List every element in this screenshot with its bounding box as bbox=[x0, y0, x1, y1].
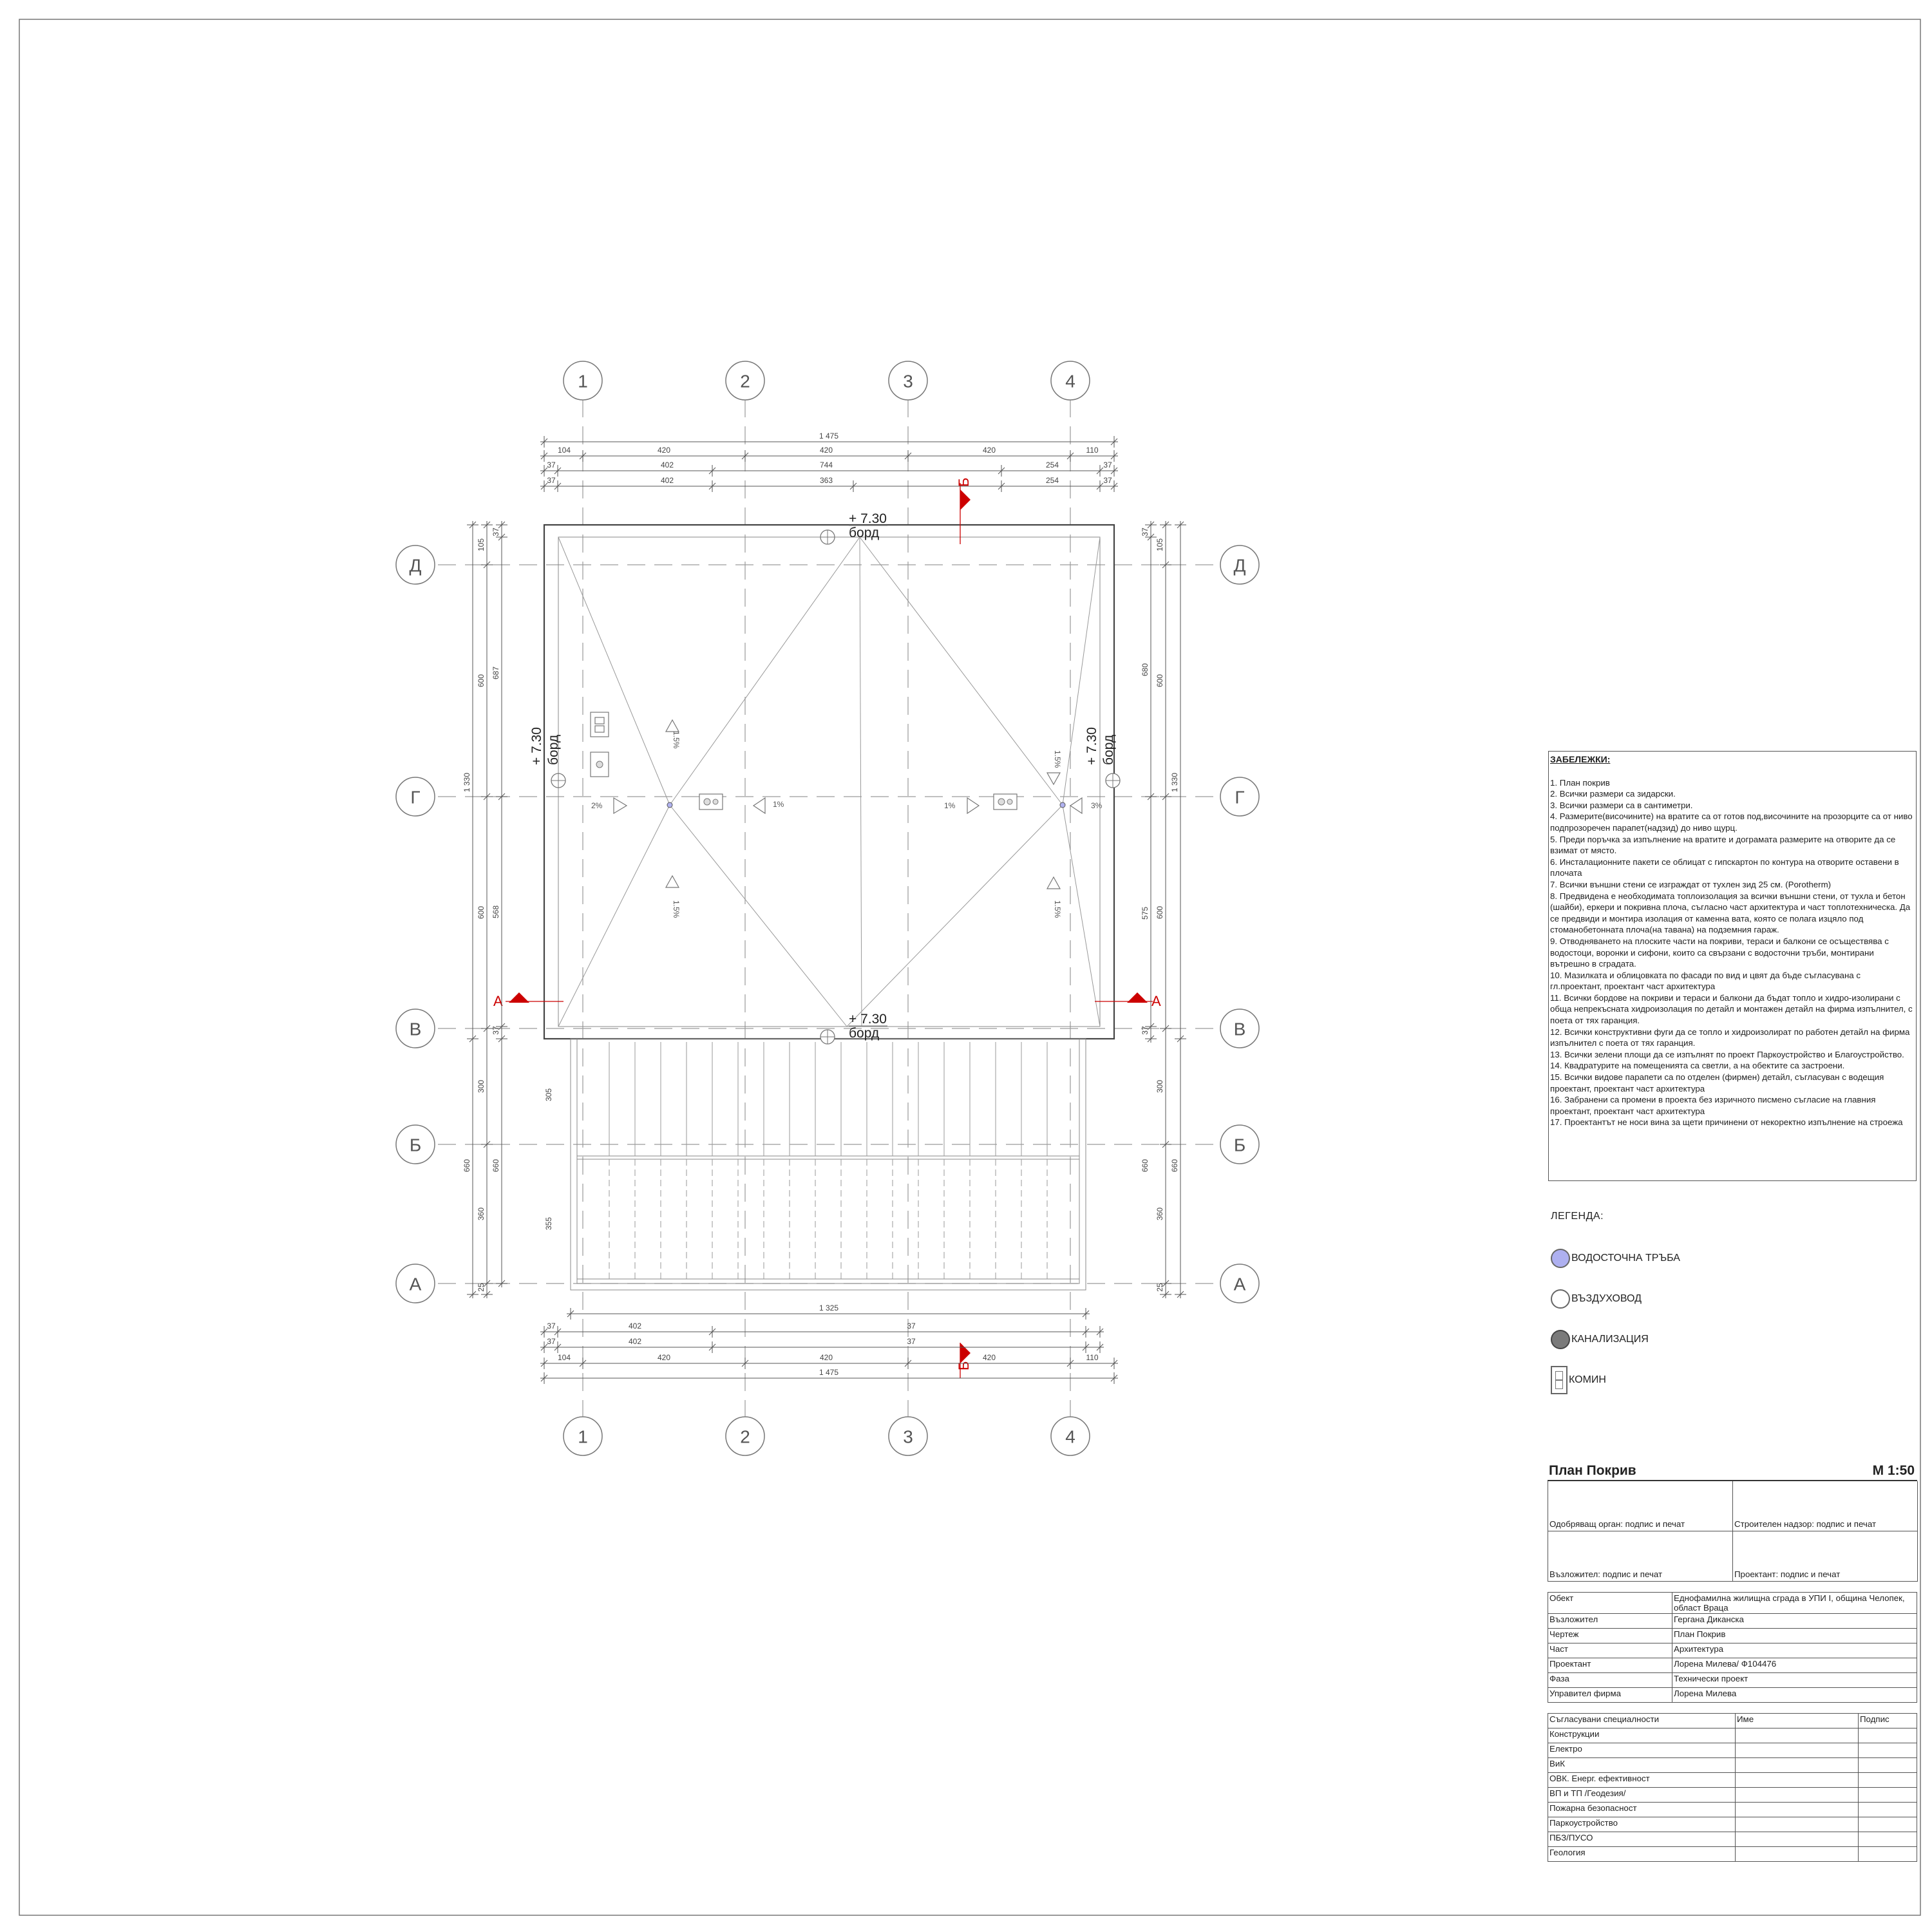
level-label-top: борд bbox=[849, 526, 880, 540]
spec-header-cell: Съгласувани специалности bbox=[1548, 1714, 1736, 1728]
info-value: Гергана Диканска bbox=[1672, 1614, 1917, 1629]
dim-bot2-seg: 37 bbox=[907, 1321, 916, 1331]
dim-right-mid: 360 bbox=[1155, 1207, 1164, 1221]
title-block-header bbox=[1548, 1462, 1917, 1481]
legend-label: КАНАЛИЗАЦИЯ bbox=[1571, 1333, 1649, 1345]
grid-label-3-top: 3 bbox=[903, 371, 913, 392]
table-row bbox=[1548, 1817, 1917, 1832]
specialty-name-cell bbox=[1736, 1728, 1859, 1743]
table-row bbox=[1548, 1743, 1917, 1758]
note-item: 7. Всички външни стени се изграждат от тухлен зид 25 см. (Porotherm) bbox=[1550, 879, 1832, 889]
level-label-bottom: борд bbox=[849, 1026, 880, 1041]
spec-header-cell: Подпис bbox=[1859, 1714, 1917, 1728]
specialty-name: Геология bbox=[1548, 1847, 1736, 1862]
specialties-table bbox=[1548, 1713, 1917, 1862]
legend-item bbox=[1551, 1319, 1808, 1359]
legend-item bbox=[1551, 1278, 1808, 1319]
specialty-name-cell bbox=[1736, 1803, 1859, 1817]
legend-label: ВЪЗДУХОВОД bbox=[1571, 1293, 1642, 1304]
specialty-signature-cell bbox=[1859, 1817, 1917, 1832]
dim-left-mid: 600 bbox=[477, 905, 486, 920]
table-row bbox=[1548, 1847, 1917, 1862]
specialty-signature-cell bbox=[1859, 1728, 1917, 1743]
specialty-name: Конструкции bbox=[1548, 1728, 1736, 1743]
note-item: 8. Предвидена е необходимата топлоизолация за всички външни стени, от тухла и бетон (шайби), еркери и покривна плоча, съгласно част архитектура и част топлотехническа. Да се предвиди и монтира изолация от каменна вата, която се полага изцяло под стоманобетонната плоча(на тавана) на подземния гараж. bbox=[1550, 891, 1911, 935]
dim-top2-seg: 37 bbox=[1103, 460, 1112, 469]
note-item: 13. Всички зелени площи да се изпълнят по проект Паркоустройство и Благоустройство. bbox=[1550, 1049, 1904, 1059]
dim-left-outer: 660 bbox=[462, 1159, 471, 1173]
grid-label-2-top: 2 bbox=[740, 371, 750, 392]
grid-label-v-right: В bbox=[1233, 1019, 1246, 1039]
level-label-right: борд bbox=[1101, 734, 1116, 765]
specialty-name: Пожарна безопасност bbox=[1548, 1803, 1736, 1817]
vent-box-icon bbox=[699, 794, 723, 810]
note-item: 12. Всички конструктивни фуги да се топло и хидроизолират по работен детайл на фирма изпълнител с поета от тях гаранция. bbox=[1550, 1027, 1910, 1048]
dim-top3-seg: 363 bbox=[819, 476, 833, 485]
level-value-top: + 7.30 bbox=[849, 511, 887, 526]
specialty-signature-cell bbox=[1859, 1788, 1917, 1803]
dim-left-mid: 300 bbox=[477, 1079, 486, 1094]
grid-label-g-right: Г bbox=[1235, 787, 1245, 808]
info-key: Управител фирма bbox=[1548, 1688, 1672, 1703]
dim-left-inner: 568 bbox=[491, 905, 500, 919]
specialty-name-cell bbox=[1736, 1832, 1859, 1847]
legend-item bbox=[1551, 1238, 1808, 1278]
table-row bbox=[1548, 1658, 1917, 1673]
section-label-b-bottom: Б bbox=[956, 1361, 972, 1370]
legend-title: ЛЕГЕНДА: bbox=[1551, 1211, 1604, 1222]
slope-label: 2% bbox=[591, 801, 603, 810]
slope-label: 1.5% bbox=[1053, 900, 1062, 918]
slope-label: 1.5% bbox=[672, 900, 681, 918]
specialty-name: ВП и ТП /Геодезия/ bbox=[1548, 1788, 1736, 1803]
specialty-signature-cell bbox=[1859, 1832, 1917, 1847]
grid-label-d-right: Д bbox=[1233, 555, 1246, 576]
section-label-b-top: Б bbox=[956, 477, 972, 487]
dim-left-inner: 37 bbox=[491, 527, 500, 536]
dim-right-mid: 600 bbox=[1155, 674, 1164, 688]
note-item: 9. Отводняването на плоските части на покриви, тераси и балкони се осъществява с водостоци, воронки и сифони, които са свързани с водосточни тръби, монтирани вътрешно в сградата. bbox=[1550, 936, 1889, 969]
info-key: Обект bbox=[1548, 1593, 1672, 1614]
spec-header-cell: Име bbox=[1736, 1714, 1859, 1728]
level-label-left: борд bbox=[546, 734, 561, 765]
note-item: 16. Забранени са промени в проекта без изричното писмено съгласие на главния проектант, проектант част архитектура bbox=[1550, 1095, 1876, 1116]
dim-right-inner: 680 bbox=[1141, 663, 1150, 677]
dim-right-mid: 105 bbox=[1155, 538, 1164, 552]
info-value: Еднофамилна жилищна сграда в УПИ I, община Челопек, област Враца bbox=[1672, 1593, 1917, 1614]
dim-top3-seg: 37 bbox=[1103, 476, 1112, 485]
info-value: План Покрив bbox=[1672, 1629, 1917, 1643]
dim-top3-seg: 402 bbox=[660, 476, 674, 485]
dim-right-mid: 600 bbox=[1155, 905, 1164, 920]
info-key: Проектант bbox=[1548, 1658, 1672, 1673]
dim-right-inner: 37 bbox=[1141, 527, 1150, 536]
roof-ridge-lines bbox=[558, 537, 1100, 1027]
dim-right-mid: 25 bbox=[1155, 1283, 1164, 1292]
grid-label-a-right: А bbox=[1233, 1274, 1246, 1294]
note-item: 2. Всички размери са зидарски. bbox=[1550, 789, 1676, 799]
section-label-a-left: А bbox=[493, 993, 503, 1009]
info-key: Фаза bbox=[1548, 1673, 1672, 1688]
note-item: 10. Мазилката и облицовката по фасади по вид и цвят да бъде съгласувана с гл.проектант, проектант част архитектура bbox=[1550, 970, 1861, 992]
roof-outer-edge bbox=[544, 525, 1114, 1039]
dim-top1-seg: 420 bbox=[982, 446, 996, 455]
signature-supervision: Строителен надзор: подпис и печат bbox=[1733, 1481, 1918, 1531]
dim-left-mid: 600 bbox=[477, 674, 486, 688]
specialty-signature-cell bbox=[1859, 1758, 1917, 1773]
notes-header: ЗАБЕЛЕЖКИ: bbox=[1550, 754, 1611, 764]
slope-label: 1.5% bbox=[1053, 750, 1062, 768]
notes-list bbox=[1550, 777, 1915, 1128]
dim-top3-seg: 37 bbox=[547, 476, 556, 485]
info-key: Възложител bbox=[1548, 1614, 1672, 1629]
dim-bot1-total: 1 325 bbox=[819, 1303, 839, 1312]
table-row bbox=[1548, 1688, 1917, 1703]
signature-approving-body: Одобряващ орган: подпис и печат bbox=[1548, 1481, 1733, 1531]
downpipe-icon bbox=[1060, 802, 1065, 808]
legend-label: КОМИН bbox=[1569, 1374, 1606, 1385]
specialty-name-cell bbox=[1736, 1847, 1859, 1862]
dimension-lines bbox=[467, 436, 1186, 1384]
table-row bbox=[1548, 1673, 1917, 1688]
dim-left-mid: 105 bbox=[477, 538, 486, 552]
pergola-slats bbox=[609, 1042, 1047, 1279]
dim-left-inner: 355 bbox=[544, 1217, 553, 1231]
downpipe-icon bbox=[667, 802, 672, 808]
table-row bbox=[1548, 1758, 1917, 1773]
chimney-icon bbox=[1551, 1366, 1567, 1394]
specialty-signature-cell bbox=[1859, 1803, 1917, 1817]
drawing-scale: М 1:50 bbox=[1872, 1463, 1915, 1478]
dim-left-inner: 305 bbox=[544, 1088, 553, 1102]
legend-item bbox=[1551, 1359, 1808, 1400]
level-value-right: + 7.30 bbox=[1084, 727, 1099, 765]
info-value: Технически проект bbox=[1672, 1673, 1917, 1688]
note-item: 17. Проектантът не носи вина за щети причинени от некоректно изпълнение на строежа bbox=[1550, 1117, 1903, 1128]
table-row bbox=[1548, 1803, 1917, 1817]
note-item: 3. Всички размери са в сантиметри. bbox=[1550, 800, 1693, 810]
table-row bbox=[1548, 1614, 1917, 1629]
section-label-a-right: А bbox=[1151, 993, 1161, 1009]
info-key: Чертеж bbox=[1548, 1629, 1672, 1643]
grid-label-4-bottom: 4 bbox=[1065, 1426, 1075, 1447]
specialty-name-cell bbox=[1736, 1743, 1859, 1758]
dim-right-outer: 1 330 bbox=[1170, 772, 1179, 793]
signature-grid bbox=[1548, 1481, 1917, 1582]
grid-label-v-left: В bbox=[409, 1019, 422, 1039]
dim-right-inner: 575 bbox=[1141, 906, 1150, 920]
specialty-name-cell bbox=[1736, 1758, 1859, 1773]
dim-top1-seg: 420 bbox=[657, 446, 671, 455]
dim-top1-seg: 420 bbox=[819, 446, 833, 455]
grid-label-1-bottom: 1 bbox=[578, 1426, 588, 1447]
dim-bot4-seg: 420 bbox=[982, 1353, 996, 1362]
slope-label: 1.5% bbox=[672, 731, 681, 749]
dim-bot3-seg: 37 bbox=[907, 1337, 916, 1346]
dim-bot3-seg: 37 bbox=[547, 1337, 556, 1346]
note-item: 14. Квадратурите на помещенията са светли, а на обектите са застроени. bbox=[1550, 1061, 1845, 1071]
pergola-structure bbox=[571, 1039, 1086, 1290]
specialty-signature-cell bbox=[1859, 1773, 1917, 1788]
chimney-icon bbox=[591, 712, 609, 737]
dim-top2-seg: 37 bbox=[547, 460, 556, 469]
info-value: Лорена Милева bbox=[1672, 1688, 1917, 1703]
roof-parapet-inner bbox=[558, 537, 1100, 1027]
title-block bbox=[1548, 1462, 1917, 1862]
dim-left-mid: 25 bbox=[477, 1283, 486, 1292]
dim-top3-seg: 254 bbox=[1045, 476, 1059, 485]
note-item: 4. Размерите(височините) на вратите са от готов под,височините на прозорците са от ниво подпрозоречен парапет(надзид) до ниво щурц. bbox=[1550, 811, 1913, 833]
signature-designer: Проектант: подпис и печат bbox=[1733, 1531, 1918, 1582]
table-row bbox=[1548, 1728, 1917, 1743]
specialty-signature-cell bbox=[1859, 1847, 1917, 1862]
note-item: 5. Преди поръчка за изпълнение на вратите и дограмата размерите на отворите да се взимат от място. bbox=[1550, 834, 1896, 856]
table-row bbox=[1548, 1788, 1917, 1803]
grid-label-4-top: 4 bbox=[1065, 371, 1075, 392]
project-info-table bbox=[1548, 1592, 1917, 1703]
dim-top1-seg: 110 bbox=[1086, 446, 1099, 455]
dim-bot4-total: 1 475 bbox=[819, 1368, 839, 1377]
info-value: Лорена Милева/ Ф104476 bbox=[1672, 1658, 1917, 1673]
grid-label-b-left: Б bbox=[409, 1135, 422, 1155]
dim-bot4-seg: 104 bbox=[557, 1353, 571, 1362]
specialty-name: ВиК bbox=[1548, 1758, 1736, 1773]
specialty-name: Паркоустройство bbox=[1548, 1817, 1736, 1832]
grid-label-d-left: Д bbox=[409, 555, 422, 576]
downpipe-icon bbox=[1551, 1249, 1570, 1268]
dim-bot4-seg: 420 bbox=[657, 1353, 671, 1362]
section-markers bbox=[506, 483, 1153, 1378]
info-value: Архитектура bbox=[1672, 1643, 1917, 1658]
sewer-icon bbox=[1551, 1330, 1570, 1349]
dim-right-outer: 660 bbox=[1170, 1159, 1179, 1173]
dim-top1-total: 1 475 bbox=[819, 431, 839, 440]
dim-top2-seg: 254 bbox=[1045, 460, 1059, 469]
specialty-name-cell bbox=[1736, 1773, 1859, 1788]
note-item: 11. Всички бордове на покриви и тераси и балкони да бъдат топло и хидро-изолирани с обща непрекъсната хидроизолация по детайл и монтажен детайл на фирма изпълнител, с поета от тях гаранция. bbox=[1550, 992, 1913, 1026]
grid-label-b-right: Б bbox=[1233, 1135, 1246, 1155]
dim-left-outer: 1 330 bbox=[462, 772, 471, 793]
notes-panel bbox=[1548, 751, 1917, 1181]
table-row bbox=[1548, 1643, 1917, 1658]
legend bbox=[1551, 1211, 1808, 1400]
grid-label-a-left: А bbox=[409, 1274, 422, 1294]
slope-label: 3% bbox=[1091, 801, 1103, 810]
note-item: 1. План покрив bbox=[1550, 777, 1610, 788]
specialty-name-cell bbox=[1736, 1817, 1859, 1832]
grid-label-1-top: 1 bbox=[578, 371, 588, 392]
specialty-name: ПБЗ/ПУСО bbox=[1548, 1832, 1736, 1847]
dim-top1-seg: 104 bbox=[557, 446, 571, 455]
note-item: 15. Всички видове парапети са по отделен (фирмен) детайл, съгласуван с водещия проектант, проектант част архитектура bbox=[1550, 1072, 1884, 1094]
slope-label: 1% bbox=[773, 800, 784, 809]
dim-top2-seg: 402 bbox=[660, 460, 674, 469]
dim-bot2-seg: 402 bbox=[628, 1321, 642, 1331]
info-key: Част bbox=[1548, 1643, 1672, 1658]
dim-bot3-seg: 402 bbox=[628, 1337, 642, 1346]
dim-left-mid: 360 bbox=[477, 1207, 486, 1221]
dim-bot4-seg: 420 bbox=[819, 1353, 833, 1362]
grid-label-3-bottom: 3 bbox=[903, 1426, 913, 1447]
table-row bbox=[1548, 1629, 1917, 1643]
level-value-bottom: + 7.30 bbox=[849, 1012, 887, 1027]
table-row bbox=[1548, 1593, 1917, 1614]
note-item: 6. Инсталационните пакети се облицат с гипскартон по контура на отворите оставени в плочата bbox=[1550, 857, 1899, 878]
air-vent-icon bbox=[1551, 1289, 1570, 1309]
table-row bbox=[1548, 1832, 1917, 1847]
grid-lines bbox=[438, 399, 1224, 1417]
dim-right-mid: 660 bbox=[1141, 1159, 1150, 1173]
grid-label-2-bottom: 2 bbox=[740, 1426, 750, 1447]
level-value-left: + 7.30 bbox=[529, 727, 544, 765]
specialty-name: Електро bbox=[1548, 1743, 1736, 1758]
dim-bot4-seg: 110 bbox=[1086, 1353, 1099, 1362]
dim-left-mid: 660 bbox=[491, 1159, 500, 1173]
grid-label-g-left: Г bbox=[410, 787, 421, 808]
legend-label: ВОДОСТОЧНА ТРЪБА bbox=[1571, 1252, 1680, 1264]
table-row bbox=[1548, 1773, 1917, 1788]
signature-client: Възложител: подпис и печат bbox=[1548, 1531, 1733, 1582]
table-row bbox=[1548, 1714, 1917, 1728]
dim-bot2-seg: 37 bbox=[547, 1321, 556, 1331]
dim-left-inner: 37 bbox=[491, 1026, 500, 1035]
specialty-name: ОВК. Енерг. ефективност bbox=[1548, 1773, 1736, 1788]
vent-box-icon bbox=[994, 794, 1017, 810]
slope-label: 1% bbox=[944, 801, 956, 810]
dim-left-inner: 687 bbox=[491, 666, 500, 680]
drawing-title: План Покрив bbox=[1549, 1463, 1636, 1478]
specialty-name-cell bbox=[1736, 1788, 1859, 1803]
dim-top2-seg: 744 bbox=[819, 460, 833, 469]
dim-right-mid: 300 bbox=[1155, 1079, 1164, 1094]
specialty-signature-cell bbox=[1859, 1743, 1917, 1758]
dim-right-inner: 37 bbox=[1141, 1026, 1150, 1035]
